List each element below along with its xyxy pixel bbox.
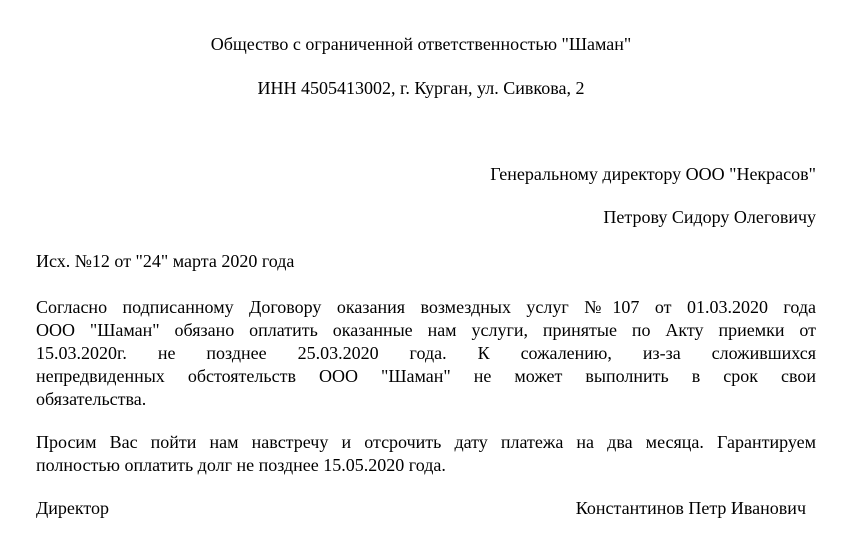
paragraph-line: непредвиденных обстоятельств ООО "Шаман" не может выполнить в срок свои — [36, 366, 816, 386]
company-requisites: ИНН 4505413002, г. Курган, ул. Сивкова, 2 — [257, 78, 585, 98]
addressee-name: Петрову Сидору Олеговичу — [603, 207, 816, 227]
addressee-position: Генеральному директору ООО "Некрасов" — [490, 164, 816, 184]
paragraph-line: Согласно подписанному Договору оказания возмездных услуг №107 от 01.03.2020 года — [36, 297, 816, 317]
outgoing-number: Исх. №12 от "24" марта 2020 года — [36, 251, 295, 271]
paragraph-line: ООО "Шаман" обязано оплатить оказанные нам услуги, принятые по Акту приемки от — [36, 320, 816, 340]
paragraph-line: Просим Вас пойти нам навстречу и отсрочить дату платежа на два месяца. Гарантируем — [36, 432, 816, 452]
paragraph-line: 15.03.2020г. не позднее 25.03.2020 года. К сожалению, из-за сложившихся — [36, 343, 816, 363]
signatory-name: Константинов Петр Иванович — [575, 498, 806, 518]
paragraph-debt-description — [36, 296, 816, 411]
paragraph-line: полностью оплатить долг не позднее 15.05.2020 года. — [36, 455, 446, 475]
paragraph-request — [36, 431, 816, 477]
company-name: Общество с ограниченной ответственностью "Шаман" — [210, 34, 632, 54]
paragraph-line: обязательства. — [36, 389, 147, 409]
signatory-title: Директор — [36, 498, 110, 518]
